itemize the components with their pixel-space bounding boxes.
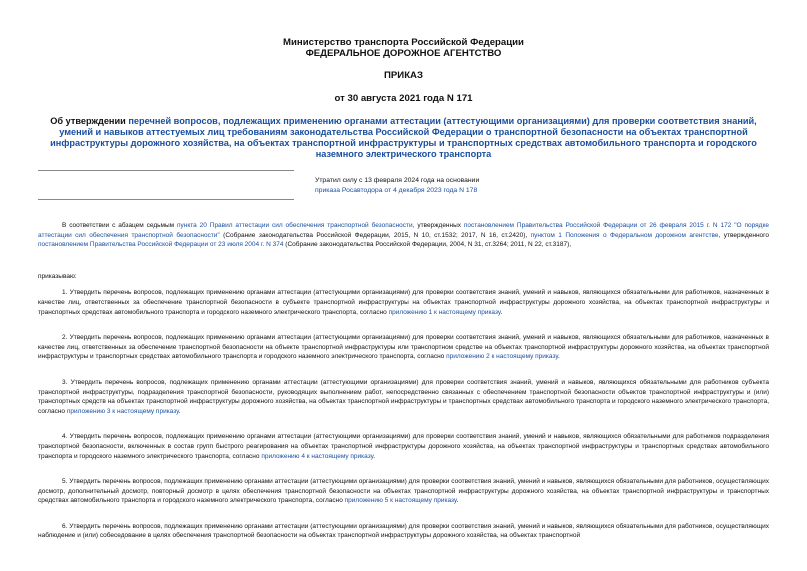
- item-text: 6. Утвердить перечень вопросов, подлежащих применению органами аттестации (аттестующими организациями) для проверки соответствия знаний, умений и навыков, являющихся обязательными для работников, осуществляющих наблюдение и (или) собеседование в целях обеспечения транспортной безопасности на объектах транспортной инфраструктуры дорожного хозяйства, на объектах транспортной: [38, 522, 769, 540]
- item-end: .: [373, 452, 376, 460]
- item-text: 1. Утвердить перечень вопросов, подлежащих применению органами аттестации (аттестующими организациями) для проверки соответствия знаний, умений и навыков, являющихся обязательными для работников, назначенных в качестве лиц, ответственных за обеспечение транспортной безопасности в субъекте транспортной инфраструктуры на объектах транспортной инфраструктуры дорожного хозяйства, на объектах транспортной инфраструктуры и транспортных средствах автомобильного транспорта и городского наземного электрического транспорта, согласно: [38, 289, 769, 316]
- status-note: [315, 176, 769, 196]
- appendix-link-5[interactable]: приложению 5 к настоящему приказу: [344, 497, 457, 505]
- order-item-2: [38, 333, 769, 362]
- order-item-5: [38, 477, 769, 506]
- appendix-link-3[interactable]: приложению 3 к настоящему приказу: [66, 407, 179, 415]
- document-title: [38, 116, 769, 160]
- order-item-6: [38, 522, 769, 541]
- order-item-1: [38, 288, 769, 317]
- ministry-name: Министерство транспорта Российской Федерации: [283, 37, 524, 48]
- intro-text-2: , утвержденных: [412, 222, 464, 229]
- title-prefix: Об утверждении: [50, 116, 129, 126]
- status-divider-top: [38, 170, 294, 171]
- appendix-link-1[interactable]: приложению 1 к настоящему приказу: [388, 308, 501, 316]
- item-end: .: [178, 407, 181, 415]
- intro-link-agency-regulation[interactable]: пунктом 1 Положения о Федеральном дорожном агентстве: [530, 231, 719, 239]
- intro-link-resolution-374[interactable]: постановлением Правительства Российской Федерации от 23 июля 2004 г. N 374: [38, 241, 284, 249]
- prikazyvayu-line: приказываю:: [38, 272, 77, 280]
- document-type: ПРИКАЗ: [384, 70, 423, 81]
- status-divider-bottom: [38, 199, 294, 200]
- order-item-3: [38, 378, 769, 416]
- intro-text-1: В соответствии с абзацем седьмым: [62, 222, 177, 229]
- item-end: .: [456, 497, 459, 505]
- order-item-4: [38, 432, 769, 461]
- intro-paragraph: [38, 221, 769, 250]
- item-end: .: [500, 308, 503, 316]
- item-text: 2. Утвердить перечень вопросов, подлежащих применению органами аттестации (аттестующими организациями) для проверки соответствия знаний, умений и навыков, являющихся обязательными для работников, назначенных в качестве лиц, ответственных за обеспечение транспортной безопасности на объекте транспортной инфраструктуры или транспортном средстве на объектах транспортной инфраструктуры дорожного хозяйства, на объектах транспортной инфраструктуры и транспортных средствах автомобильного транспорта и городского наземного электрического транспорта, согласно: [38, 334, 769, 361]
- item-text: 3. Утвердить перечень вопросов, подлежащих применению органами аттестации (аттестующими организациями) для проверки соответствия знаний, умений и навыков, являющихся обязательными для работников субъекта транспортной инфраструктуры, подразделения транспортной безопасности, руководящих выполнением работ, непосредственно связанных с обеспечением транспортной безопасности объектов транспортной инфраструктуры и (или) транспортных средств на объектах транспортной инфраструктуры дорожного хозяйства, на объектах транспортной инфраструктуры и транспортных средствах автомобильного транспорта и городского наземного электрического транспорта, согласно: [38, 378, 769, 415]
- intro-link-rules[interactable]: пункта 20 Правил аттестации сил обеспечения транспортной безопасности: [177, 222, 413, 229]
- intro-text-3: (Собрание законодательства Российской Федерации, 2015, N 10, ст.1532; 2017, N 16, ст.2420),: [219, 231, 531, 239]
- intro-text-4: , утвержденного: [718, 231, 770, 239]
- intro-link-resolution-172[interactable]: постановлением Правительства Российской Федерации от 26 февраля 2015 г. N 172 "О порядке аттестации сил обеспечения транспортной безопасности": [38, 222, 769, 239]
- document-date-number: от 30 августа 2021 года N 171: [334, 93, 473, 104]
- appendix-link-2[interactable]: приложению 2 к настоящему приказу: [446, 353, 558, 361]
- status-link[interactable]: приказа Росавтодора от 4 декабря 2023 года N 178: [315, 187, 478, 194]
- item-end: .: [557, 353, 560, 361]
- appendix-link-4[interactable]: приложению 4 к настоящему приказу: [261, 452, 374, 460]
- item-text: 4. Утвердить перечень вопросов, подлежащих применению органами аттестации (аттестующими организациями) для проверки соответствия знаний, умений и навыков, являющихся обязательными для работников подразделения транспортной безопасности, включенных в состав групп быстрого реагирования на объектах транспортной инфраструктуры дорожного хозяйства, на объектах транспортной инфраструктуры и транспортных средствах автомобильного транспорта и городского наземного электрического транспорта, согласно: [38, 433, 769, 460]
- status-text: Утратил силу с 13 февраля 2024 года на основании: [315, 177, 480, 184]
- item-text: 5. Утвердить перечень вопросов, подлежащих применению органами аттестации (аттестующими организациями) для проверки соответствия знаний, умений и навыков, являющихся обязательными для работников, осуществляющих досмотр, дополнительный досмотр, повторный досмотр в целях обеспечения транспортной безопасности на объектах транспортной инфраструктуры дорожного хозяйства, на объектах транспортной инфраструктуры и транспортных средствах автомобильного транспорта и городского наземного электрического транспорта, согласно: [38, 478, 769, 505]
- title-link[interactable]: перечней вопросов, подлежащих применению органами аттестации (аттестующими организациями) для проверки соответствия знаний, умений и навыков аттестуемых лиц требованиям законодательства Российской Федерации о транспортной безопасности на объектах транспортной инфраструктуры дорожного хозяйства, на объектах транспортной инфраструктуры и транспортных средствах автомобильного транспорта и городского наземного электрического транспорта: [50, 116, 757, 159]
- agency-name: ФЕДЕРАЛЬНОЕ ДОРОЖНОЕ АГЕНТСТВО: [305, 48, 502, 59]
- intro-text-5: (Собрание законодательства Российской Федерации, 2004, N 31, ст.3264; 2011, N 22, ст.3187),: [283, 241, 572, 249]
